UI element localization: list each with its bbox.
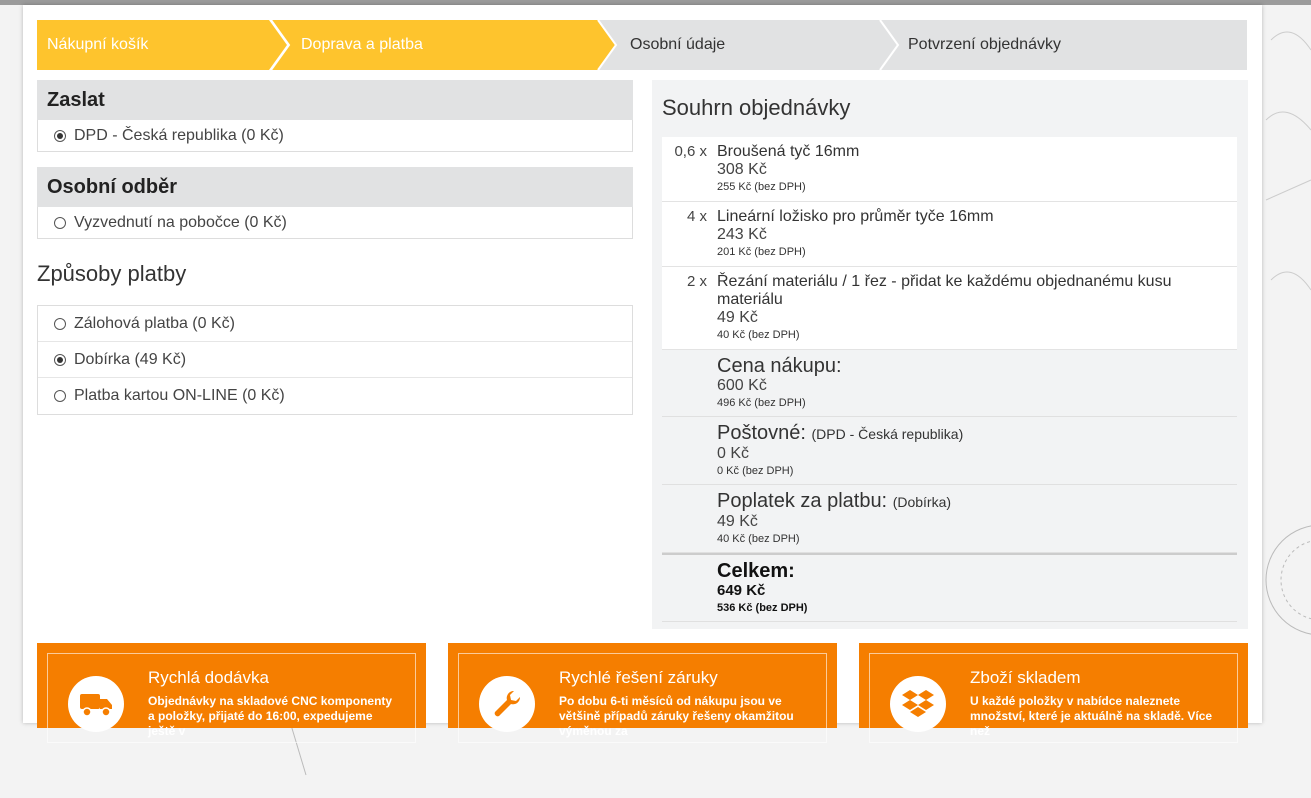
step-personal-info[interactable]: Osobní údaje	[598, 20, 898, 70]
radio-icon[interactable]	[54, 318, 66, 330]
promo-text: Objednávky na skladové CNC komponenty a položky, přijaté do 16:00, expedujeme ještě v	[148, 694, 393, 738]
promo-warranty	[448, 643, 837, 738]
item-price: 308 Kč	[717, 161, 767, 178]
step-shipping-payment[interactable]: Doprava a platba	[271, 20, 616, 70]
item-name: Broušená tyč 16mm	[717, 143, 860, 160]
radio-icon[interactable]	[54, 390, 66, 402]
payment-fee-row: Poplatek za platbu: (Dobírka) 49 Kč 40 Kč (bez DPH)	[662, 485, 1237, 553]
shipping-group-title: Zaslat	[37, 80, 633, 120]
postage-row: Poštovné: (DPD - Česká republika) 0 Kč 0 Kč (bez DPH)	[662, 417, 1237, 485]
dropbox-icon	[890, 676, 946, 732]
promo-title: Rychlá dodávka	[148, 668, 269, 687]
subtotal-row: Cena nákupu: 600 Kč 496 Kč (bez DPH)	[662, 350, 1237, 417]
item-name: Lineární ložisko pro průměr tyče 16mm	[717, 208, 994, 225]
step-confirmation[interactable]: Potvrzení objednávky	[880, 20, 1247, 70]
summary-item: 4 x Lineární ložisko pro průměr tyče 16mm 243 Kč 201 Kč (bez DPH)	[662, 202, 1237, 267]
shipping-option-dpd[interactable]: DPD - Česká republika (0 Kč)	[37, 120, 633, 152]
checkout-steps	[37, 20, 1247, 70]
promo-text: U každé položky v nabídce naleznete množství, které je aktuálně na skladě. Více než	[970, 694, 1213, 738]
item-price: 49 Kč	[717, 309, 758, 326]
truck-icon	[68, 676, 124, 732]
payment-option-advance[interactable]: Zálohová platba (0 Kč)	[38, 306, 632, 342]
checkout-page	[23, 5, 1262, 738]
promo-title: Rychlé řešení záruky	[559, 668, 718, 687]
promo-title: Zboží skladem	[970, 668, 1081, 687]
shipping-option-pickup[interactable]: Vyzvednutí na pobočce (0 Kč)	[37, 207, 633, 239]
shipping-payment-column	[37, 80, 633, 415]
promo-in-stock	[859, 643, 1248, 738]
summary-items	[662, 137, 1237, 350]
summary-totals	[662, 350, 1237, 622]
payment-option-cod[interactable]: Dobírka (49 Kč)	[38, 342, 632, 378]
radio-icon[interactable]	[54, 217, 66, 229]
payment-options	[37, 305, 633, 415]
item-net-price: 201 Kč (bez DPH)	[717, 246, 806, 258]
summary-title: Souhrn objednávky	[662, 95, 851, 120]
grand-total-row: Celkem: 649 Kč 536 Kč (bez DPH)	[662, 555, 1237, 622]
summary-item: 2 x Řezání materiálu / 1 řez - přidat ke každému objednanému kusu materiálu 49 Kč 40 Kč (bez DPH)	[662, 267, 1237, 350]
radio-checked-icon[interactable]	[54, 354, 66, 366]
item-price: 243 Kč	[717, 226, 767, 243]
order-summary	[652, 80, 1248, 629]
item-name: Řezání materiálu / 1 řez - přidat ke každému objednanému kusu materiálu	[717, 273, 1172, 308]
item-net-price: 255 Kč (bez DPH)	[717, 181, 806, 193]
radio-checked-icon[interactable]	[54, 130, 66, 142]
step-cart[interactable]: Nákupní košík	[37, 20, 287, 70]
item-net-price: 40 Kč (bez DPH)	[717, 329, 800, 341]
summary-item: 0,6 x Broušená tyč 16mm 308 Kč 255 Kč (bez DPH)	[662, 137, 1237, 202]
promo-text: Po dobu 6-ti měsíců od nákupu jsou ve většině případů záruky řešeny okamžitou výměnou za	[559, 694, 794, 738]
payment-option-card[interactable]: Platba kartou ON-LINE (0 Kč)	[38, 378, 632, 414]
promo-fast-delivery	[37, 643, 426, 738]
wrench-icon	[479, 676, 535, 732]
background-pattern-right	[1261, 0, 1311, 723]
pickup-group-title: Osobní odběr	[37, 167, 633, 207]
payment-title: Způsoby platby	[37, 261, 187, 286]
